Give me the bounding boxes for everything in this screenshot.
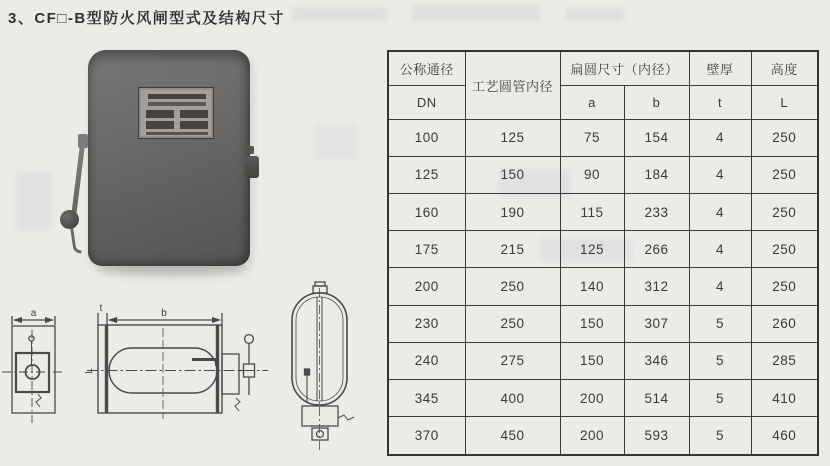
col-header-a: a — [560, 85, 624, 119]
cell-l: 250 — [751, 268, 818, 305]
cell-t: 5 — [689, 342, 751, 379]
cell-t: 4 — [689, 268, 751, 305]
header-row-1 — [388, 51, 818, 85]
scan-artifact — [292, 7, 387, 22]
col-header-dn: DN — [388, 85, 465, 119]
scan-artifact — [16, 172, 52, 230]
scan-artifact — [412, 5, 540, 22]
lever-hook — [70, 228, 82, 255]
dim-label-t: t — [99, 303, 103, 314]
table-row — [388, 342, 818, 379]
cell-l: 410 — [751, 379, 818, 416]
cell-l: 250 — [751, 193, 818, 230]
cell-dn: 230 — [388, 305, 465, 342]
drawing-end-view — [292, 282, 354, 450]
table-row — [388, 305, 818, 342]
cell-b: 312 — [624, 268, 689, 305]
cell-l: 250 — [751, 231, 818, 268]
cell-a: 150 — [560, 342, 624, 379]
cell-l: 285 — [751, 342, 818, 379]
cell-pipe: 250 — [465, 268, 560, 305]
col-header-nominal-diameter: 公称通径 — [388, 51, 465, 85]
cell-dn: 240 — [388, 342, 465, 379]
col-header-t: t — [689, 85, 751, 119]
cell-dn: 345 — [388, 379, 465, 416]
cell-t: 4 — [689, 231, 751, 268]
cell-t: 4 — [689, 119, 751, 156]
cell-a: 75 — [560, 119, 624, 156]
cell-dn: 370 — [388, 417, 465, 455]
cell-pipe: 250 — [465, 305, 560, 342]
dim-label-b: b — [161, 308, 167, 319]
cell-b: 514 — [624, 379, 689, 416]
scan-artifact — [566, 8, 624, 21]
scan-artifact — [315, 125, 357, 159]
col-header-b: b — [624, 85, 689, 119]
drawing-side-view — [2, 316, 64, 423]
lever-ball — [60, 210, 79, 229]
col-header-oval-size: 扁圆尺寸（内径） — [560, 51, 689, 85]
cell-t: 4 — [689, 193, 751, 230]
cell-dn: 200 — [388, 268, 465, 305]
cell-l: 250 — [751, 119, 818, 156]
cell-t: 5 — [689, 305, 751, 342]
table-row — [388, 379, 818, 416]
cell-b: 184 — [624, 156, 689, 193]
side-knob-small — [247, 146, 254, 154]
cell-t: 5 — [689, 379, 751, 416]
cell-l: 260 — [751, 305, 818, 342]
nameplate-stripe — [146, 132, 208, 135]
cell-pipe: 125 — [465, 119, 560, 156]
dim-label-a: a — [30, 308, 37, 319]
cell-pipe: 215 — [465, 231, 560, 268]
nameplate — [138, 87, 214, 139]
cell-a: 200 — [560, 417, 624, 455]
cell-b: 154 — [624, 119, 689, 156]
spec-table — [387, 50, 819, 456]
cell-pipe: 275 — [465, 342, 560, 379]
nameplate-stripe — [146, 121, 174, 129]
cell-a: 200 — [560, 379, 624, 416]
cell-b: 307 — [624, 305, 689, 342]
cell-a: 90 — [560, 156, 624, 193]
col-header-pipe-inner-diameter: 工艺圆管内径 — [465, 51, 560, 119]
col-header-wall-thickness: 壁厚 — [689, 51, 751, 85]
cell-a: 115 — [560, 193, 624, 230]
cell-l: 250 — [751, 156, 818, 193]
cell-b: 266 — [624, 231, 689, 268]
cell-dn: 160 — [388, 193, 465, 230]
fire-damper-photo — [88, 50, 250, 266]
header-row-2 — [388, 85, 818, 119]
side-knob — [245, 156, 259, 178]
dimension-drawings — [0, 278, 390, 466]
cell-pipe: 150 — [465, 156, 560, 193]
drawing-front-view — [87, 313, 268, 419]
dim-label-L: L — [84, 368, 95, 374]
cell-a: 150 — [560, 305, 624, 342]
cell-pipe: 400 — [465, 379, 560, 416]
cell-l: 460 — [751, 417, 818, 455]
cell-dn: 125 — [388, 156, 465, 193]
cell-b: 593 — [624, 417, 689, 455]
page-title: 3、CF□-B型防火风闸型式及结构尺寸 — [8, 10, 285, 27]
cell-a: 140 — [560, 268, 624, 305]
cell-b: 233 — [624, 193, 689, 230]
cell-t: 5 — [689, 417, 751, 455]
nameplate-stripe — [180, 110, 208, 118]
nameplate-stripe — [148, 94, 206, 99]
table-row — [388, 156, 818, 193]
cell-dn: 100 — [388, 119, 465, 156]
col-header-l: L — [751, 85, 818, 119]
table-row — [388, 268, 818, 305]
nameplate-stripe — [146, 110, 174, 118]
col-header-height: 高度 — [751, 51, 818, 85]
cell-pipe: 450 — [465, 417, 560, 455]
table-row — [388, 417, 818, 455]
cell-dn: 175 — [388, 231, 465, 268]
cell-t: 4 — [689, 156, 751, 193]
table-row — [388, 119, 818, 156]
cell-pipe: 190 — [465, 193, 560, 230]
cell-a: 125 — [560, 231, 624, 268]
table-row — [388, 231, 818, 268]
nameplate-stripe — [180, 121, 208, 129]
table-row — [388, 193, 818, 230]
cell-b: 346 — [624, 342, 689, 379]
nameplate-stripe — [148, 102, 206, 106]
